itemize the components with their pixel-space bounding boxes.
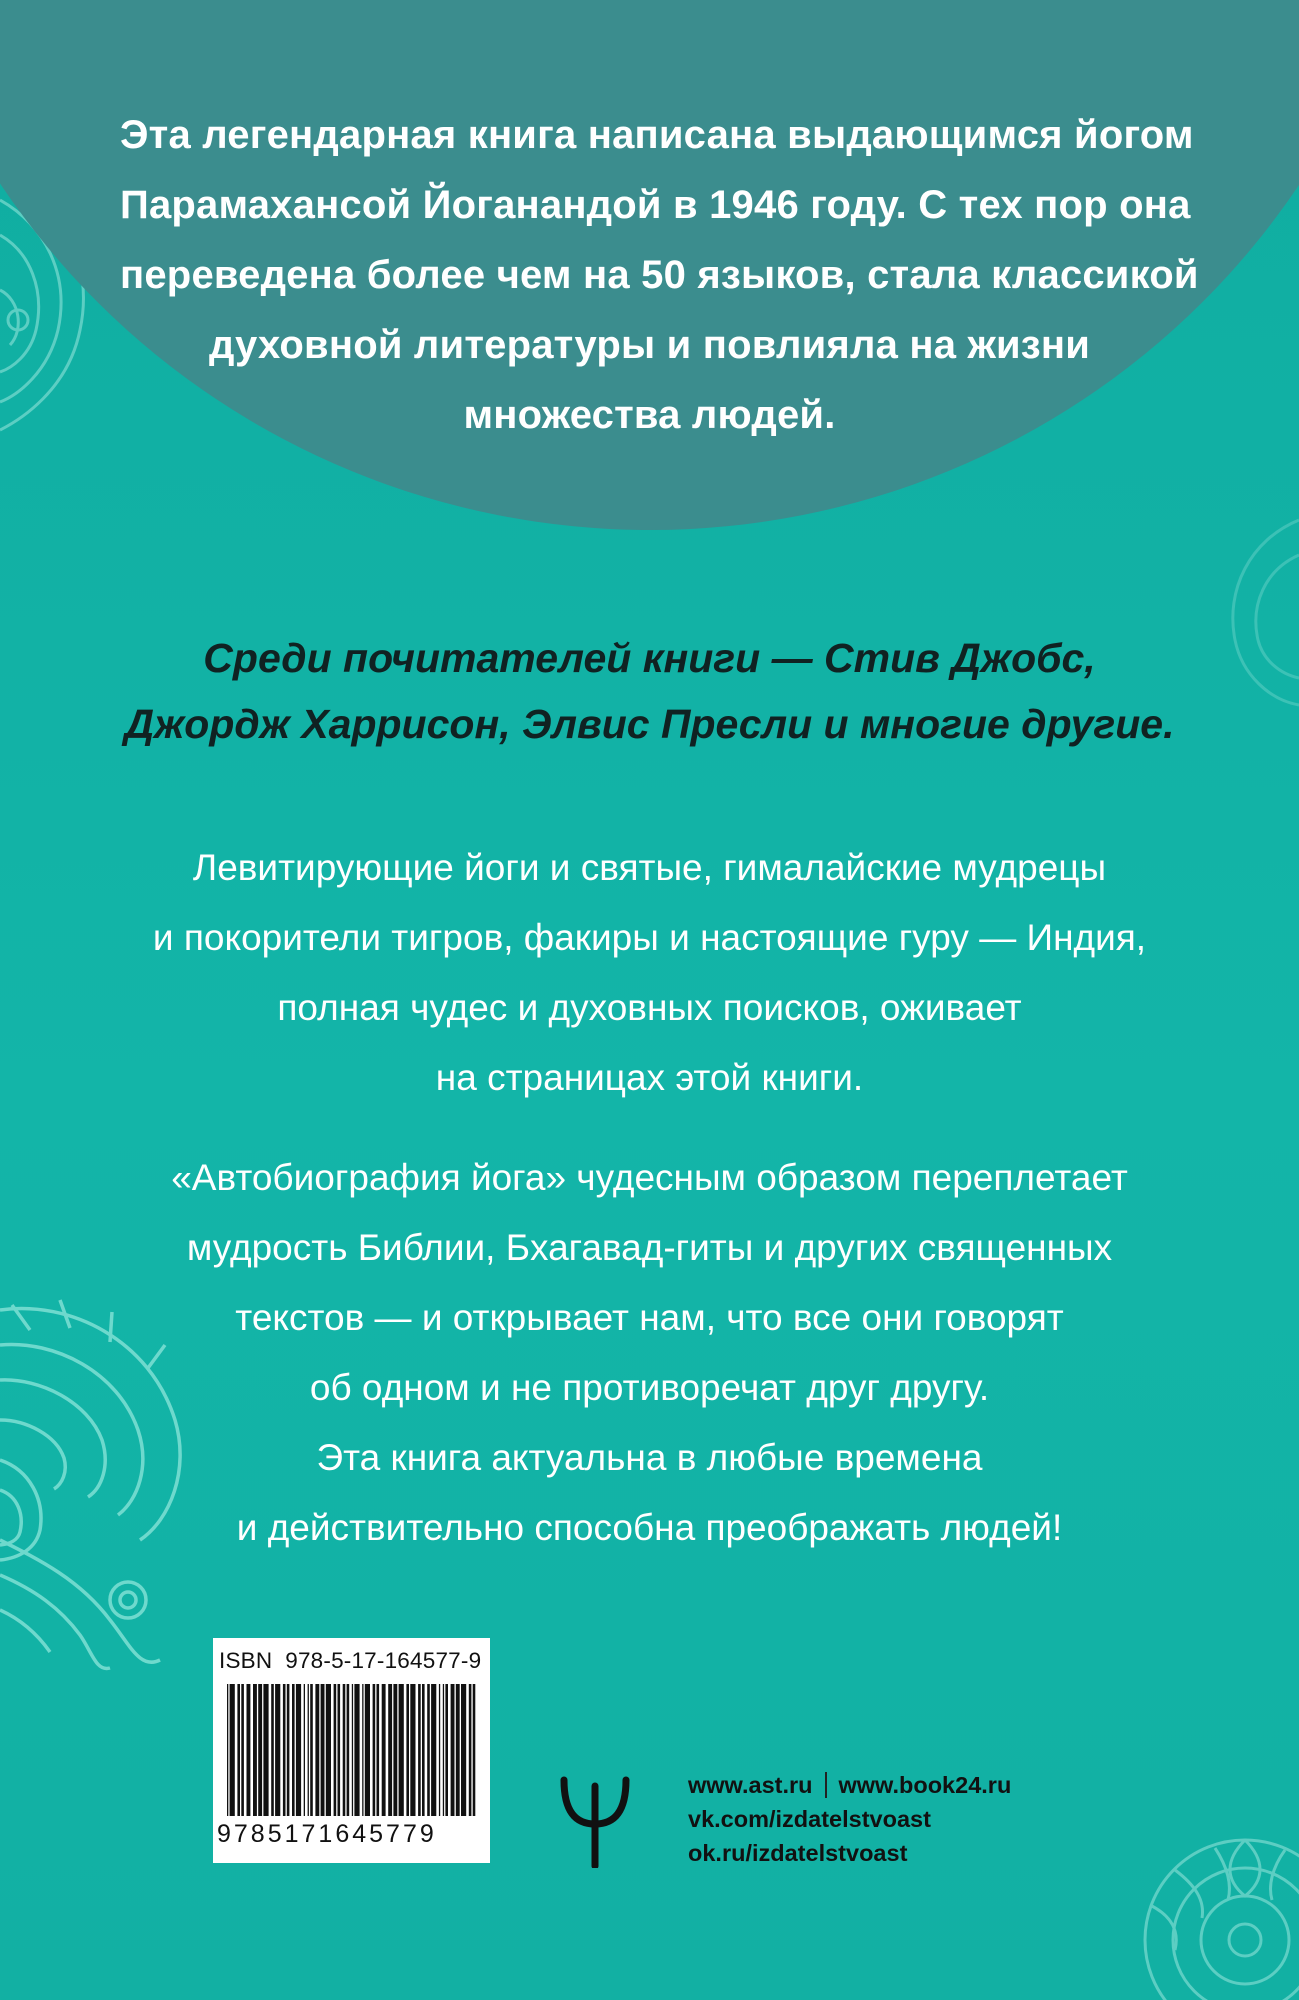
barcode-bar bbox=[343, 1684, 346, 1816]
barcode-bar bbox=[439, 1684, 440, 1816]
barcode-bar bbox=[443, 1684, 444, 1816]
intro-text bbox=[120, 100, 1199, 450]
barcode-bar bbox=[431, 1684, 436, 1816]
ok-link[interactable]: ok.ru/izdatelstvoast bbox=[688, 1840, 908, 1866]
barcode-bar bbox=[315, 1684, 319, 1816]
fans-line: Среди почитателей книги — Стив Джобс, bbox=[203, 635, 1096, 681]
fans-line: Джордж Харрисон, Элвис Пресли и многие другие. bbox=[124, 701, 1175, 747]
barcode-bar bbox=[338, 1684, 341, 1816]
barcode-bar bbox=[388, 1684, 392, 1816]
paragraph-line: Эта книга актуальна в любые времена bbox=[316, 1437, 983, 1478]
paragraph-line: на страницах этой книги. bbox=[435, 1057, 864, 1098]
barcode-bar bbox=[399, 1684, 404, 1816]
barcode-bar bbox=[456, 1684, 460, 1816]
barcode-bar bbox=[352, 1684, 353, 1816]
website-row bbox=[688, 1768, 1011, 1802]
intro-line: Парамахансой Йоганандой в 1946 году. С тех пор она bbox=[120, 183, 1191, 227]
barcode-bar bbox=[422, 1684, 425, 1816]
barcode-bar bbox=[393, 1684, 397, 1816]
barcode-bar bbox=[227, 1684, 228, 1816]
barcode-digits: 9785171645779 bbox=[217, 1820, 437, 1848]
vk-link[interactable]: vk.com/izdatelstvoast bbox=[688, 1806, 931, 1832]
barcode-bars bbox=[223, 1684, 480, 1816]
barcode-bar bbox=[326, 1684, 331, 1816]
description-paragraph-1 bbox=[80, 833, 1219, 1113]
barcode-bar bbox=[347, 1684, 350, 1816]
paragraph-line: и покорители тигров, факиры и настоящие гуру — Индия, bbox=[152, 917, 1147, 958]
intro-line: духовной литературы и повлияла на жизни bbox=[208, 323, 1091, 367]
intro-line: переведена более чем на 50 языков, стала классикой bbox=[120, 253, 1199, 297]
barcode-bar bbox=[362, 1684, 363, 1816]
barcode-bar bbox=[283, 1684, 286, 1816]
intro-line: множества людей. bbox=[463, 393, 836, 437]
barcode-bar bbox=[230, 1684, 235, 1816]
barcode-bar bbox=[247, 1684, 251, 1816]
barcode-bar bbox=[304, 1684, 305, 1816]
barcode-bar bbox=[365, 1684, 370, 1816]
site-ast-link[interactable]: www.ast.ru bbox=[688, 1772, 813, 1798]
publisher-links bbox=[688, 1768, 1011, 1870]
barcode-box bbox=[213, 1638, 490, 1863]
barcode-bar bbox=[292, 1684, 295, 1816]
barcode-bar bbox=[418, 1684, 421, 1816]
isbn-label: ISBN bbox=[219, 1648, 273, 1673]
site-book24-link[interactable]: www.book24.ru bbox=[838, 1772, 1012, 1798]
barcode-bar bbox=[308, 1684, 309, 1816]
barcode-bar bbox=[263, 1684, 268, 1816]
barcode-bar bbox=[253, 1684, 257, 1816]
paragraph-line: мудрость Библии, Бхагавад-гиты и других священных bbox=[186, 1227, 1113, 1268]
barcode-bar bbox=[241, 1684, 244, 1816]
paragraph-line: «Автобиография йога» чудесным образом переплетает bbox=[171, 1157, 1128, 1198]
barcode-bar bbox=[473, 1684, 476, 1816]
barcode-bar bbox=[427, 1684, 430, 1816]
barcode-bar bbox=[469, 1684, 472, 1816]
right-bottom-flower-ornament bbox=[1145, 1840, 1299, 2000]
barcode-bar bbox=[377, 1684, 380, 1816]
barcode-bar bbox=[258, 1684, 262, 1816]
barcode-bar bbox=[410, 1684, 415, 1816]
divider bbox=[825, 1772, 827, 1798]
barcode-bar bbox=[406, 1684, 409, 1816]
paragraph-line: и действительно способна преображать людей! bbox=[236, 1507, 1063, 1548]
barcode-bar bbox=[310, 1684, 313, 1816]
isbn-text bbox=[219, 1648, 484, 1674]
barcode-bar bbox=[445, 1684, 448, 1816]
fans-text bbox=[80, 625, 1219, 757]
paragraph-line: об одном и не противоречат друг другу. bbox=[309, 1367, 990, 1408]
barcode-bar bbox=[296, 1684, 301, 1816]
intro-line: Эта легендарная книга написана выдающимся йогом bbox=[120, 113, 1194, 157]
isbn-number: 978-5-17-164577-9 bbox=[285, 1648, 482, 1673]
barcode-bar bbox=[237, 1684, 240, 1816]
barcode-bar bbox=[373, 1684, 376, 1816]
psi-trident-icon bbox=[558, 1772, 632, 1868]
barcode-bar bbox=[334, 1684, 337, 1816]
barcode-bar bbox=[382, 1684, 386, 1816]
barcode-bar bbox=[354, 1684, 359, 1816]
barcode-bar bbox=[321, 1684, 325, 1816]
barcode-bar bbox=[271, 1684, 274, 1816]
barcode-bar bbox=[275, 1684, 280, 1816]
paragraph-line: полная чудес и духовных поисков, оживает bbox=[277, 987, 1022, 1028]
description-paragraph-2 bbox=[80, 1143, 1219, 1563]
barcode-bar bbox=[451, 1684, 455, 1816]
barcode-bar bbox=[461, 1684, 466, 1816]
right-upper-ornament bbox=[1233, 520, 1299, 705]
paragraph-line: Левитирующие йоги и святые, гималайские мудрецы bbox=[192, 847, 1107, 888]
paragraph-line: текстов — и открывает нам, что все они говорят bbox=[235, 1297, 1064, 1338]
barcode-bar bbox=[287, 1684, 290, 1816]
